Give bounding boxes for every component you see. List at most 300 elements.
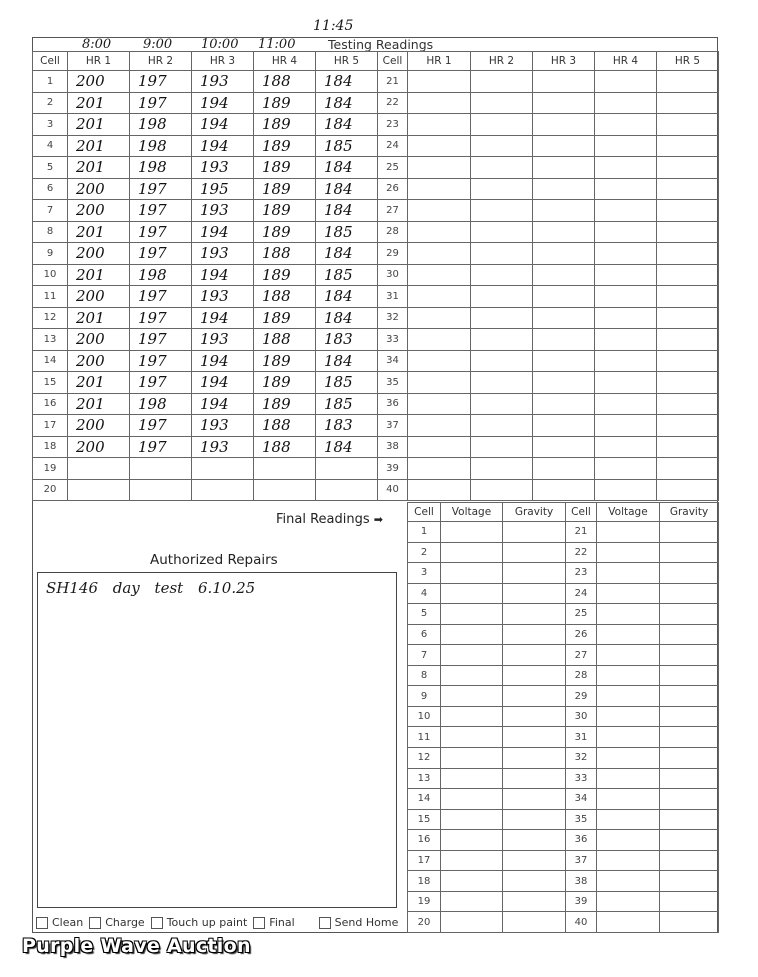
reading-hr1[interactable] — [408, 243, 471, 265]
voltage-field[interactable] — [441, 809, 503, 830]
reading-hr2[interactable] — [471, 264, 533, 286]
reading-hr1[interactable]: 201 — [68, 92, 130, 114]
reading-hr1[interactable] — [408, 307, 471, 329]
reading-hr1[interactable] — [408, 479, 471, 501]
reading-hr4[interactable] — [595, 436, 657, 458]
reading-hr2[interactable]: 197 — [130, 92, 192, 114]
reading-hr1[interactable]: 200 — [68, 286, 130, 308]
voltage-field[interactable] — [597, 604, 660, 625]
voltage-field[interactable] — [441, 768, 503, 789]
reading-hr1[interactable]: 200 — [68, 200, 130, 222]
voltage-field[interactable] — [441, 748, 503, 769]
voltage-field[interactable] — [597, 809, 660, 830]
voltage-field[interactable] — [441, 583, 503, 604]
reading-hr5[interactable] — [657, 415, 719, 437]
checkbox-icon[interactable] — [151, 917, 163, 929]
reading-hr5[interactable]: 184 — [316, 114, 378, 136]
reading-hr3[interactable] — [533, 264, 595, 286]
voltage-field[interactable] — [597, 665, 660, 686]
reading-hr2[interactable]: 198 — [130, 135, 192, 157]
reading-hr5[interactable] — [657, 372, 719, 394]
reading-hr1[interactable] — [68, 479, 130, 501]
reading-hr5[interactable]: 184 — [316, 243, 378, 265]
reading-hr2[interactable] — [471, 329, 533, 351]
reading-hr1[interactable] — [408, 221, 471, 243]
reading-hr4[interactable]: 188 — [254, 436, 316, 458]
reading-hr3[interactable]: 193 — [192, 243, 254, 265]
reading-hr4[interactable]: 189 — [254, 135, 316, 157]
reading-hr4[interactable] — [595, 200, 657, 222]
voltage-field[interactable] — [441, 624, 503, 645]
reading-hr2[interactable]: 197 — [130, 221, 192, 243]
reading-hr5[interactable]: 184 — [316, 200, 378, 222]
reading-hr3[interactable]: 194 — [192, 221, 254, 243]
voltage-field[interactable] — [441, 522, 503, 543]
reading-hr1[interactable] — [408, 329, 471, 351]
reading-hr2[interactable] — [471, 393, 533, 415]
gravity-field[interactable] — [503, 604, 566, 625]
gravity-field[interactable] — [503, 665, 566, 686]
reading-hr2[interactable]: 198 — [130, 264, 192, 286]
gravity-field[interactable] — [660, 604, 719, 625]
gravity-field[interactable] — [660, 748, 719, 769]
voltage-field[interactable] — [441, 542, 503, 563]
reading-hr1[interactable]: 200 — [68, 329, 130, 351]
reading-hr1[interactable]: 200 — [68, 71, 130, 93]
reading-hr3[interactable] — [192, 458, 254, 480]
gravity-field[interactable] — [503, 830, 566, 851]
reading-hr3[interactable] — [533, 393, 595, 415]
reading-hr2[interactable] — [471, 92, 533, 114]
reading-hr1[interactable] — [408, 415, 471, 437]
gravity-field[interactable] — [503, 706, 566, 727]
reading-hr3[interactable]: 194 — [192, 135, 254, 157]
reading-hr5[interactable]: 185 — [316, 221, 378, 243]
reading-hr5[interactable]: 185 — [316, 393, 378, 415]
gravity-field[interactable] — [503, 809, 566, 830]
reading-hr1[interactable]: 200 — [68, 436, 130, 458]
reading-hr2[interactable] — [471, 221, 533, 243]
reading-hr2[interactable]: 197 — [130, 178, 192, 200]
reading-hr5[interactable] — [657, 178, 719, 200]
reading-hr2[interactable] — [471, 157, 533, 179]
gravity-field[interactable] — [503, 522, 566, 543]
reading-hr2[interactable]: 197 — [130, 243, 192, 265]
voltage-field[interactable] — [441, 871, 503, 892]
reading-hr3[interactable]: 195 — [192, 178, 254, 200]
reading-hr5[interactable]: 184 — [316, 71, 378, 93]
reading-hr3[interactable] — [533, 71, 595, 93]
reading-hr4[interactable]: 188 — [254, 286, 316, 308]
reading-hr4[interactable]: 189 — [254, 307, 316, 329]
reading-hr4[interactable]: 189 — [254, 200, 316, 222]
checkbox-clean[interactable] — [36, 916, 83, 929]
reading-hr3[interactable] — [533, 200, 595, 222]
gravity-field[interactable] — [660, 563, 719, 584]
gravity-field[interactable] — [503, 624, 566, 645]
cell-number: 19 — [408, 891, 441, 912]
reading-hr4[interactable] — [595, 458, 657, 480]
reading-hr4[interactable] — [595, 92, 657, 114]
voltage-field[interactable] — [597, 850, 660, 871]
voltage-field[interactable] — [597, 789, 660, 810]
reading-hr5[interactable]: 184 — [316, 178, 378, 200]
voltage-field[interactable] — [597, 830, 660, 851]
reading-hr5[interactable] — [657, 221, 719, 243]
reading-hr2[interactable]: 197 — [130, 286, 192, 308]
checkbox-icon[interactable] — [319, 917, 331, 929]
reading-hr5[interactable] — [316, 479, 378, 501]
reading-hr5[interactable] — [657, 92, 719, 114]
voltage-field[interactable] — [597, 748, 660, 769]
reading-hr2[interactable] — [130, 479, 192, 501]
reading-hr4[interactable]: 189 — [254, 221, 316, 243]
reading-hr2[interactable]: 197 — [130, 436, 192, 458]
reading-hr2[interactable] — [471, 135, 533, 157]
reading-hr2[interactable]: 197 — [130, 200, 192, 222]
reading-hr5[interactable] — [657, 135, 719, 157]
reading-hr3[interactable]: 194 — [192, 393, 254, 415]
reading-hr3[interactable]: 194 — [192, 264, 254, 286]
reading-hr3[interactable] — [533, 350, 595, 372]
reading-hr1[interactable] — [408, 393, 471, 415]
reading-hr2[interactable] — [471, 71, 533, 93]
gravity-field[interactable] — [503, 645, 566, 666]
checkbox-final[interactable] — [253, 916, 294, 929]
reading-hr5[interactable] — [316, 458, 378, 480]
extra-time-label: 11:45 — [313, 18, 354, 34]
reading-hr1[interactable] — [408, 372, 471, 394]
reading-hr5[interactable] — [657, 264, 719, 286]
reading-hr4[interactable] — [595, 307, 657, 329]
voltage-field[interactable] — [597, 522, 660, 543]
reading-hr3[interactable] — [533, 221, 595, 243]
reading-hr5[interactable] — [657, 157, 719, 179]
reading-hr5[interactable] — [657, 436, 719, 458]
reading-hr1[interactable] — [408, 135, 471, 157]
reading-hr3[interactable] — [533, 372, 595, 394]
cell-number: 39 — [378, 458, 408, 480]
checkbox-charge[interactable] — [89, 916, 144, 929]
reading-hr4[interactable]: 189 — [254, 178, 316, 200]
reading-hr2[interactable] — [471, 479, 533, 501]
reading-hr1[interactable] — [408, 436, 471, 458]
reading-hr3[interactable]: 193 — [192, 329, 254, 351]
voltage-field[interactable] — [597, 542, 660, 563]
reading-hr2[interactable]: 197 — [130, 329, 192, 351]
gravity-field[interactable] — [503, 563, 566, 584]
authorized-repairs-box[interactable] — [37, 572, 397, 908]
status-checkboxes — [36, 916, 404, 929]
voltage-field[interactable] — [441, 563, 503, 584]
reading-hr4[interactable]: 189 — [254, 157, 316, 179]
reading-hr5[interactable]: 184 — [316, 286, 378, 308]
reading-hr2[interactable] — [130, 458, 192, 480]
voltage-field[interactable] — [441, 891, 503, 912]
reading-hr4[interactable] — [595, 286, 657, 308]
reading-hr2[interactable] — [471, 350, 533, 372]
reading-hr1[interactable] — [408, 458, 471, 480]
voltage-field[interactable] — [441, 850, 503, 871]
reading-hr2[interactable] — [471, 415, 533, 437]
reading-hr5[interactable] — [657, 114, 719, 136]
reading-hr3[interactable] — [533, 114, 595, 136]
reading-hr3[interactable] — [533, 307, 595, 329]
reading-hr4[interactable] — [595, 350, 657, 372]
gravity-field[interactable] — [660, 789, 719, 810]
voltage-field[interactable] — [441, 645, 503, 666]
voltage-field[interactable] — [597, 624, 660, 645]
checkbox-icon[interactable] — [36, 917, 48, 929]
reading-hr5[interactable]: 183 — [316, 329, 378, 351]
gravity-field[interactable] — [660, 645, 719, 666]
gravity-field[interactable] — [503, 686, 566, 707]
gravity-field[interactable] — [660, 830, 719, 851]
voltage-field[interactable] — [441, 830, 503, 851]
voltage-field[interactable] — [441, 789, 503, 810]
voltage-field[interactable] — [441, 912, 503, 933]
reading-hr5[interactable] — [657, 200, 719, 222]
cell-number: 5 — [33, 157, 68, 179]
reading-hr4[interactable] — [595, 114, 657, 136]
voltage-field[interactable] — [597, 583, 660, 604]
checkbox-icon[interactable] — [253, 917, 265, 929]
checkbox-send-home[interactable] — [319, 916, 399, 929]
gravity-field[interactable] — [660, 727, 719, 748]
reading-hr3[interactable]: 194 — [192, 350, 254, 372]
gravity-field[interactable] — [660, 583, 719, 604]
reading-hr4[interactable] — [595, 393, 657, 415]
gravity-field[interactable] — [660, 891, 719, 912]
reading-hr1[interactable] — [408, 350, 471, 372]
reading-hr4[interactable] — [595, 178, 657, 200]
table-row — [33, 393, 719, 415]
gravity-field[interactable] — [503, 583, 566, 604]
reading-hr5[interactable] — [657, 243, 719, 265]
reading-hr1[interactable] — [408, 264, 471, 286]
column-header: HR 4 — [595, 52, 657, 71]
reading-hr3[interactable]: 193 — [192, 157, 254, 179]
cell-number: 19 — [33, 458, 68, 480]
reading-hr4[interactable] — [595, 221, 657, 243]
voltage-field[interactable] — [441, 604, 503, 625]
gravity-field[interactable] — [660, 768, 719, 789]
voltage-field[interactable] — [597, 768, 660, 789]
reading-hr4[interactable] — [595, 135, 657, 157]
reading-hr4[interactable] — [595, 264, 657, 286]
gravity-field[interactable] — [660, 665, 719, 686]
reading-hr2[interactable]: 198 — [130, 157, 192, 179]
reading-hr3[interactable] — [533, 479, 595, 501]
reading-hr3[interactable] — [533, 243, 595, 265]
reading-hr4[interactable] — [254, 458, 316, 480]
reading-hr5[interactable]: 184 — [316, 307, 378, 329]
reading-hr4[interactable]: 188 — [254, 243, 316, 265]
gravity-field[interactable] — [503, 727, 566, 748]
reading-hr2[interactable] — [471, 458, 533, 480]
reading-hr3[interactable] — [533, 135, 595, 157]
reading-hr1[interactable]: 201 — [68, 264, 130, 286]
reading-hr4[interactable]: 189 — [254, 92, 316, 114]
reading-hr3[interactable] — [533, 458, 595, 480]
reading-hr1[interactable]: 201 — [68, 393, 130, 415]
gravity-field[interactable] — [503, 850, 566, 871]
reading-hr5[interactable]: 185 — [316, 372, 378, 394]
voltage-field[interactable] — [441, 727, 503, 748]
voltage-field[interactable] — [597, 727, 660, 748]
reading-hr5[interactable]: 184 — [316, 92, 378, 114]
reading-hr4[interactable] — [595, 157, 657, 179]
voltage-field[interactable] — [441, 686, 503, 707]
reading-hr1[interactable] — [408, 157, 471, 179]
reading-hr4[interactable] — [595, 329, 657, 351]
reading-hr5[interactable]: 184 — [316, 350, 378, 372]
reading-hr4[interactable]: 189 — [254, 350, 316, 372]
reading-hr3[interactable] — [533, 329, 595, 351]
reading-hr5[interactable]: 185 — [316, 264, 378, 286]
reading-hr2[interactable]: 198 — [130, 393, 192, 415]
reading-hr3[interactable]: 194 — [192, 92, 254, 114]
reading-hr2[interactable]: 197 — [130, 350, 192, 372]
reading-hr1[interactable]: 201 — [68, 221, 130, 243]
reading-hr4[interactable] — [595, 71, 657, 93]
reading-hr3[interactable] — [533, 415, 595, 437]
gravity-field[interactable] — [503, 912, 566, 933]
reading-hr1[interactable] — [408, 71, 471, 93]
reading-hr5[interactable] — [657, 71, 719, 93]
reading-hr5[interactable] — [657, 393, 719, 415]
reading-hr3[interactable] — [533, 436, 595, 458]
voltage-field[interactable] — [597, 686, 660, 707]
reading-hr1[interactable]: 200 — [68, 243, 130, 265]
reading-hr3[interactable] — [533, 92, 595, 114]
reading-hr2[interactable]: 197 — [130, 71, 192, 93]
gravity-field[interactable] — [660, 542, 719, 563]
voltage-field[interactable] — [597, 706, 660, 727]
reading-hr3[interactable] — [533, 157, 595, 179]
reading-hr4[interactable]: 189 — [254, 393, 316, 415]
voltage-field[interactable] — [597, 871, 660, 892]
reading-hr2[interactable] — [471, 436, 533, 458]
reading-hr4[interactable] — [595, 372, 657, 394]
reading-hr5[interactable] — [657, 458, 719, 480]
reading-hr2[interactable] — [471, 178, 533, 200]
reading-hr4[interactable]: 189 — [254, 114, 316, 136]
reading-hr4[interactable]: 188 — [254, 329, 316, 351]
reading-hr4[interactable]: 189 — [254, 264, 316, 286]
reading-hr1[interactable] — [408, 200, 471, 222]
reading-hr2[interactable] — [471, 243, 533, 265]
reading-hr5[interactable] — [657, 307, 719, 329]
gravity-field[interactable] — [660, 624, 719, 645]
reading-hr2[interactable]: 197 — [130, 307, 192, 329]
reading-hr5[interactable]: 184 — [316, 157, 378, 179]
reading-hr5[interactable]: 185 — [316, 135, 378, 157]
reading-hr4[interactable] — [595, 415, 657, 437]
gravity-field[interactable] — [503, 748, 566, 769]
reading-hr3[interactable]: 193 — [192, 71, 254, 93]
cell-number: 29 — [378, 243, 408, 265]
reading-hr5[interactable] — [657, 286, 719, 308]
reading-hr1[interactable]: 201 — [68, 157, 130, 179]
reading-hr3[interactable] — [192, 479, 254, 501]
reading-hr1[interactable] — [68, 458, 130, 480]
reading-hr1[interactable] — [408, 286, 471, 308]
reading-hr3[interactable]: 194 — [192, 307, 254, 329]
gravity-field[interactable] — [660, 706, 719, 727]
voltage-field[interactable] — [441, 706, 503, 727]
reading-hr2[interactable] — [471, 372, 533, 394]
reading-hr2[interactable]: 197 — [130, 372, 192, 394]
reading-hr2[interactable] — [471, 307, 533, 329]
reading-hr3[interactable]: 194 — [192, 114, 254, 136]
reading-hr3[interactable]: 193 — [192, 200, 254, 222]
reading-hr3[interactable]: 193 — [192, 286, 254, 308]
reading-hr3[interactable] — [533, 178, 595, 200]
gravity-field[interactable] — [660, 686, 719, 707]
reading-hr4[interactable] — [595, 243, 657, 265]
reading-hr1[interactable]: 201 — [68, 372, 130, 394]
reading-hr5[interactable] — [657, 479, 719, 501]
checkbox-icon[interactable] — [89, 917, 101, 929]
reading-hr1[interactable]: 200 — [68, 415, 130, 437]
reading-hr1[interactable]: 200 — [68, 178, 130, 200]
gravity-field[interactable] — [660, 850, 719, 871]
reading-hr4[interactable] — [595, 479, 657, 501]
gravity-field[interactable] — [503, 871, 566, 892]
reading-hr4[interactable] — [254, 479, 316, 501]
reading-hr3[interactable]: 193 — [192, 436, 254, 458]
voltage-field[interactable] — [597, 912, 660, 933]
reading-hr2[interactable]: 197 — [130, 415, 192, 437]
reading-hr1[interactable] — [408, 178, 471, 200]
reading-hr1[interactable]: 201 — [68, 135, 130, 157]
gravity-field[interactable] — [503, 768, 566, 789]
gravity-field[interactable] — [503, 789, 566, 810]
reading-hr5[interactable]: 183 — [316, 415, 378, 437]
gravity-field[interactable] — [503, 891, 566, 912]
reading-hr2[interactable] — [471, 200, 533, 222]
voltage-field[interactable] — [597, 891, 660, 912]
gravity-field[interactable] — [660, 912, 719, 933]
voltage-field[interactable] — [597, 563, 660, 584]
gravity-field[interactable] — [660, 871, 719, 892]
reading-hr1[interactable] — [408, 92, 471, 114]
reading-hr2[interactable] — [471, 286, 533, 308]
reading-hr1[interactable]: 201 — [68, 114, 130, 136]
reading-hr5[interactable] — [657, 350, 719, 372]
reading-hr4[interactable]: 189 — [254, 372, 316, 394]
reading-hr2[interactable]: 198 — [130, 114, 192, 136]
gravity-field[interactable] — [503, 542, 566, 563]
reading-hr1[interactable]: 201 — [68, 307, 130, 329]
reading-hr5[interactable]: 184 — [316, 436, 378, 458]
reading-hr1[interactable] — [408, 114, 471, 136]
voltage-field[interactable] — [597, 645, 660, 666]
checkbox-touch-up-paint[interactable] — [151, 916, 248, 929]
gravity-field[interactable] — [660, 809, 719, 830]
reading-hr2[interactable] — [471, 114, 533, 136]
reading-hr3[interactable] — [533, 286, 595, 308]
reading-hr4[interactable]: 188 — [254, 71, 316, 93]
reading-hr3[interactable]: 194 — [192, 372, 254, 394]
gravity-field[interactable] — [660, 522, 719, 543]
reading-hr1[interactable]: 200 — [68, 350, 130, 372]
reading-hr3[interactable]: 193 — [192, 415, 254, 437]
voltage-field[interactable] — [441, 665, 503, 686]
reading-hr5[interactable] — [657, 329, 719, 351]
reading-hr4[interactable]: 188 — [254, 415, 316, 437]
